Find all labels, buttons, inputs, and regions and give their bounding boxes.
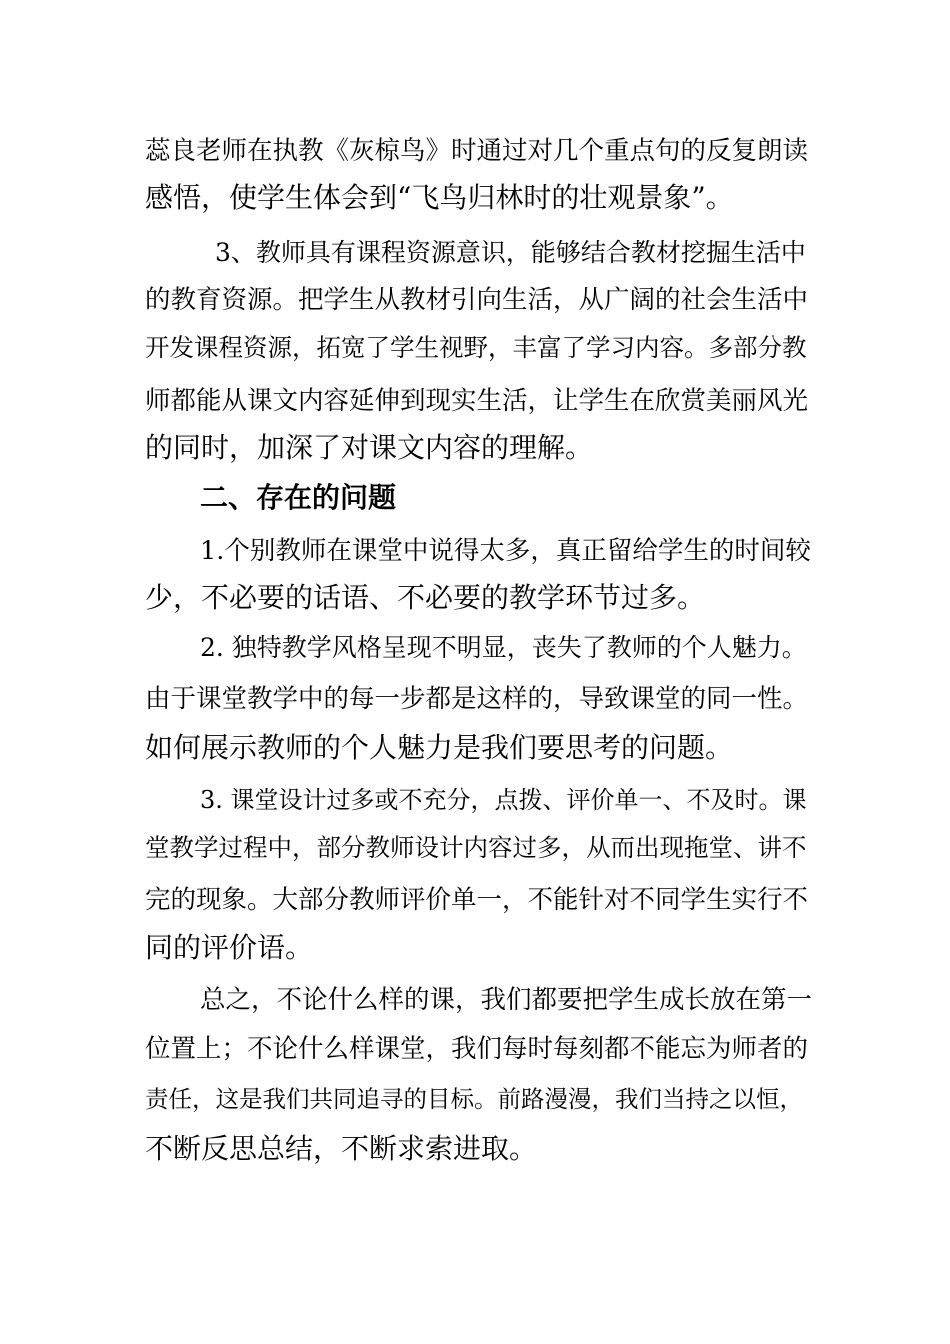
item-1-line-2: 少，不必要的话语、不必要的教学环节过多。 xyxy=(145,581,706,614)
item-2-line-1: 2. 独特教学风格呈现不明显，丧失了教师的个人魅力。 xyxy=(200,633,807,662)
item-3-line-3: 完的现象。大部分教师评价单一，不能针对不同学生实行不 xyxy=(145,885,809,915)
item-2-line-2: 由于课堂教学中的每一步都是这样的，导致课堂的同一性。 xyxy=(145,684,809,714)
item-1-line-1: 1.个别教师在课堂中说得太多，真正留给学生的时间较 xyxy=(200,536,811,566)
item-3-line-4: 同的评价语。 xyxy=(145,931,314,964)
section-heading: 二、存在的问题 xyxy=(200,481,397,514)
conclusion-line-1: 总之，不论什么样的课，我们都要把学生成长放在第一 xyxy=(200,985,813,1015)
para-1-line-2: 感悟，使学生体会到“飞鸟归林时的壮观景象”。 xyxy=(145,181,734,214)
item-3-line-2: 堂教学过程中，部分教师设计内容过多，从而出现拖堂、讲不 xyxy=(145,833,807,862)
para-1-line-1: 蕊良老师在执教《灰椋鸟》时通过对几个重点句的反复朗读 xyxy=(145,136,809,166)
conclusion-line-2: 位置上；不论什么样课堂，我们每时每刻都不能忘为师者的 xyxy=(145,1034,809,1064)
para-2-line-2: 的教育资源。把学生从教材引向生活，从广阔的社会生活中 xyxy=(145,285,809,315)
para-2-line-5: 的同时，加深了对课文内容的理解。 xyxy=(145,431,594,464)
conclusion-line-4: 不断反思总结，不断求索进取。 xyxy=(145,1132,538,1165)
para-2-line-1: 3、教师具有课程资源意识，能够结合教材挖掘生活中 xyxy=(215,238,806,267)
item-2-line-3: 如何展示教师的个人魅力是我们要思考的问题。 xyxy=(145,731,734,764)
conclusion-line-3: 责任，这是我们共同追寻的目标。前路漫漫，我们当持之以恒， xyxy=(145,1085,803,1113)
para-2-line-3: 开发课程资源，拓宽了学生视野，丰富了学习内容。多部分教 xyxy=(145,333,807,362)
para-2-line-4: 师都能从课文内容延伸到现实生活，让学生在欣赏美丽风光 xyxy=(145,386,809,416)
item-3-line-1: 3. 课堂设计过多或不充分，点拨、评价单一、不及时。课 xyxy=(200,786,807,814)
